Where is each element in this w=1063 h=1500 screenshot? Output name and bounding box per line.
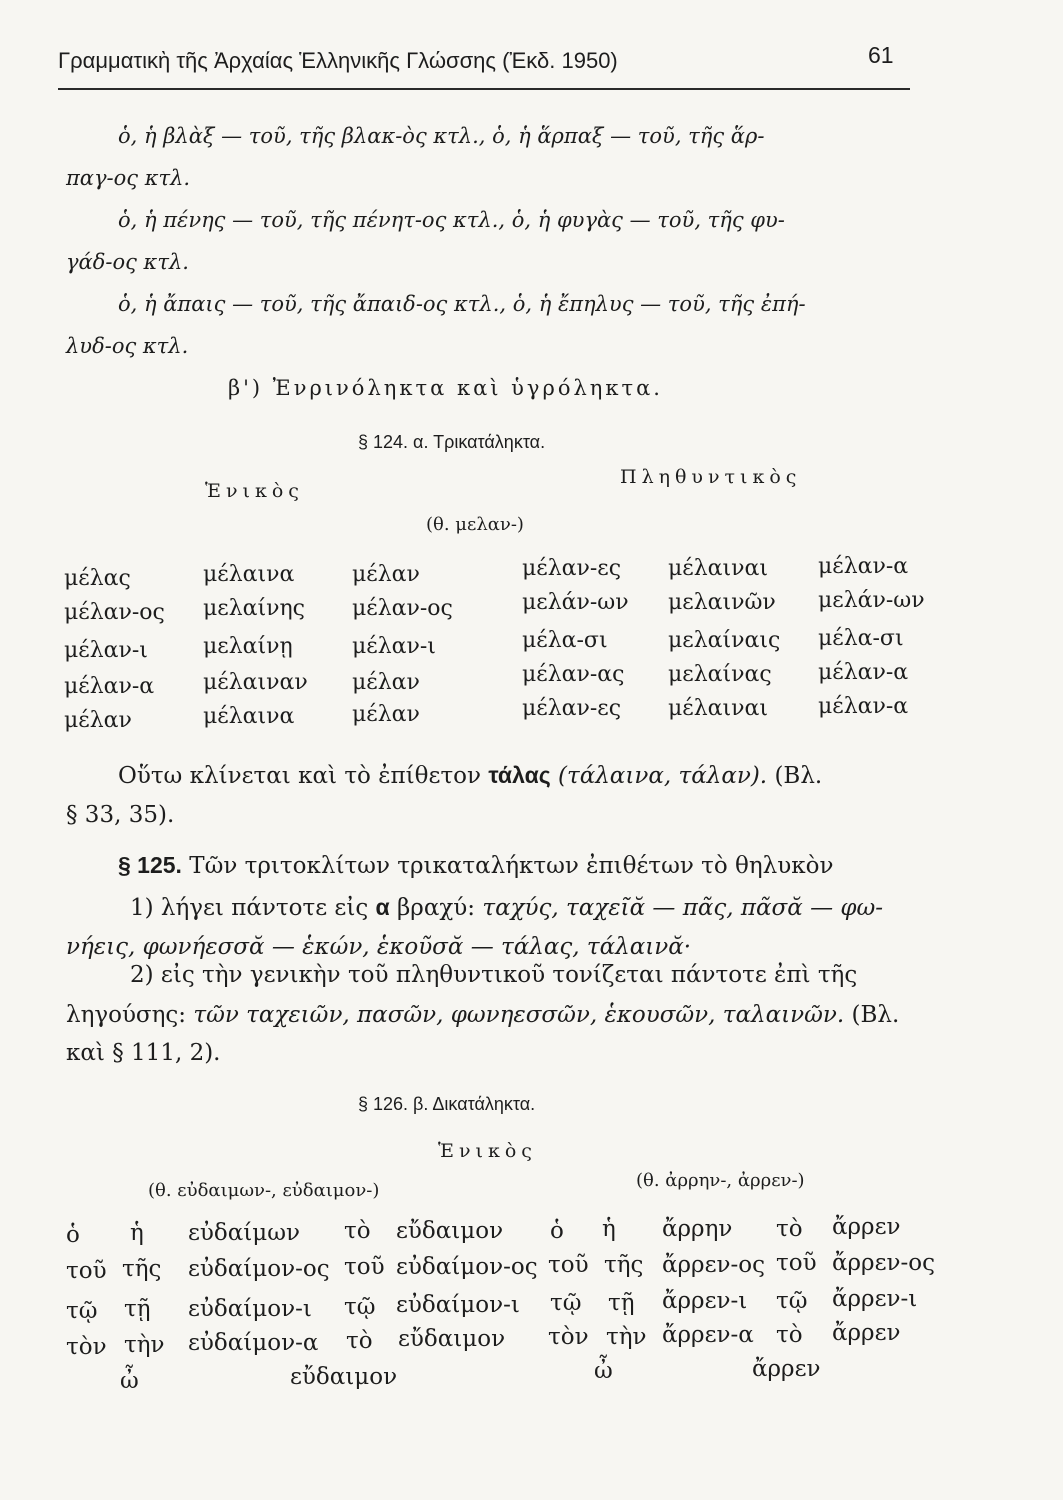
table-cell: μέλαν-α: [64, 674, 155, 699]
table-cell: εὔδαιμον: [396, 1218, 504, 1244]
table-cell: τὸν: [548, 1324, 589, 1350]
vocative-form-left: εὔδαιμον: [290, 1364, 398, 1390]
table-cell: τοῦ: [548, 1252, 589, 1278]
text-line: λυδ-ος κτλ.: [66, 334, 189, 358]
stem-label: (θ. μελαν-): [426, 514, 524, 535]
table-cell: μέλαινα: [203, 562, 295, 587]
table-cell: ἄρρην: [662, 1216, 733, 1242]
table-cell: μέλαινα: [203, 704, 295, 729]
page-number: 61: [868, 42, 894, 68]
table-cell: τῷ: [344, 1294, 376, 1320]
subheading-b: β') Ἐνρινόληκτα καὶ ὑγρόληκτα.: [228, 376, 663, 400]
section-125-line-3: νήεις, φωνήεσσᾰ — ἑκών, ἑκοῦσᾰ — τάλας, τάλαινᾰ·: [66, 934, 692, 960]
singular-label: Ἑνικὸς: [205, 480, 304, 502]
table-cell: τῷ: [776, 1288, 808, 1314]
rule-1-alpha: α: [375, 894, 390, 920]
talas-line-1: [118, 762, 822, 789]
table-cell: εὐδαίμον-ος: [188, 1256, 330, 1282]
table-cell: μέλαν-ος: [64, 600, 165, 625]
table-cell: εὐδαίμων: [188, 1220, 300, 1246]
table-cell: μέλα-σι: [522, 628, 608, 653]
text-line: ὁ, ἡ βλὰξ — τοῦ, τῆς βλακ-ὸς κτλ., ὁ, ἡ ἅρπαξ — τοῦ, τῆς ἅρ-: [118, 124, 765, 148]
table-cell: μέλαν-ας: [522, 662, 625, 687]
table-cell: ἄρρεν-ος: [662, 1252, 765, 1278]
table-cell: εὐδαίμον-α: [188, 1330, 319, 1356]
table-cell: εὐδαίμον-ι: [188, 1296, 312, 1322]
table-cell: μέλαν: [352, 670, 420, 695]
table-cell: μέλαιναι: [668, 696, 768, 721]
table-cell: μέλαν-α: [818, 694, 909, 719]
section-125-text: Τῶν τριτοκλίτων τρικαταλήκτων ἐπιθέτων τὸ θηλυκὸν: [189, 853, 834, 879]
table-cell: μέλαν-α: [818, 660, 909, 685]
vocative-form-right: ἄρρεν: [752, 1356, 821, 1382]
table-cell: μέλαιναν: [203, 670, 308, 695]
table-cell: μελάν-ων: [522, 590, 629, 615]
singular-label-2: Ἑνικὸς: [438, 1140, 537, 1162]
table-cell: τὸ: [344, 1218, 371, 1244]
table-cell: μελαινῶν: [668, 590, 776, 615]
talas-text: Οὕτω κλίνεται καὶ τὸ ἐπίθετον: [118, 763, 481, 789]
table-cell: ἄρρεν-ι: [832, 1286, 918, 1312]
text-line: παγ-ος κτλ.: [66, 166, 191, 190]
table-cell: μελαίναις: [668, 628, 781, 653]
text-line: ὁ, ἡ ἄπαις — τοῦ, τῆς ἄπαιδ-ος κτλ., ὁ, ἡ ἔπηλυς — τοῦ, τῆς ἐπή-: [118, 292, 806, 316]
section-125-line-4: 2) εἰς τὴν γενικὴν τοῦ πληθυντικοῦ τονίζεται πάντοτε ἐπὶ τῆς: [130, 962, 858, 988]
table-cell: τοῦ: [66, 1258, 107, 1284]
running-head-title: Γραμματικὴ τῆς Ἀρχαίας Ἑλληνικῆς Γλώσσης (Ἐκδ. 1950): [58, 48, 618, 73]
table-cell: μελαίνας: [668, 662, 772, 687]
table-cell: μέλαν: [352, 702, 420, 727]
table-cell: τὴν: [606, 1324, 647, 1350]
table-cell: ἄρρεν-α: [662, 1322, 754, 1348]
rule-2-examples: τῶν ταχειῶν, πασῶν, φωνηεσσῶν, ἑκουσῶν, ταλαινῶν.: [193, 1002, 845, 1028]
table-cell: τῇ: [124, 1296, 151, 1322]
table-cell: εὔδαιμον: [398, 1326, 506, 1352]
section-125-line-1: [118, 852, 833, 879]
table-cell: τῷ: [550, 1290, 582, 1316]
section-125-line-6: καὶ § 111, 2).: [66, 1040, 221, 1066]
table-cell: τοῦ: [776, 1250, 817, 1276]
table-cell: ἄρρεν-ι: [662, 1288, 748, 1314]
talas-forms: (τάλαινα, τάλαν).: [558, 763, 768, 789]
talas-word: τάλας: [488, 762, 551, 788]
table-cell: τῆς: [122, 1256, 162, 1282]
table-cell: τῆς: [604, 1252, 644, 1278]
table-cell: μέλαν: [352, 562, 420, 587]
table-cell: ὁ: [66, 1222, 80, 1248]
table-cell: μελάν-ων: [818, 588, 925, 613]
table-cell: τὸν: [66, 1334, 107, 1360]
vocative-article-right: ὦ: [594, 1358, 613, 1384]
table-cell: μέλαν-ες: [522, 556, 622, 581]
talas-ref: (Βλ.: [774, 763, 823, 789]
rule-1-brachy: βραχύ:: [397, 895, 476, 921]
section-125-line-2: [130, 894, 883, 921]
text-line: γάδ-ος κτλ.: [66, 250, 189, 274]
table-cell: τὸ: [776, 1216, 803, 1242]
vocative-article-left: ὦ: [120, 1368, 139, 1394]
table-cell: μελαίνῃ: [203, 634, 293, 659]
rule-1-text: 1) λήγει πάντοτε εἰς: [130, 895, 369, 921]
stem-label-left: (θ. εὐδαιμων-, εὐδαιμον-): [148, 1180, 380, 1201]
table-cell: ἡ: [602, 1216, 616, 1242]
plural-label: Πληθυντικὸς: [620, 466, 802, 488]
section-125-number: § 125.: [118, 852, 182, 878]
text-line: ὁ, ἡ πένης — τοῦ, τῆς πένητ-ος κτλ., ὁ, ἡ φυγὰς — τοῦ, τῆς φυ-: [118, 208, 785, 232]
header-rule: [58, 88, 910, 90]
table-cell: μέλαιναι: [668, 556, 768, 581]
table-cell: τὸ: [776, 1322, 803, 1348]
table-cell: τῇ: [608, 1290, 635, 1316]
rule-2-ref: (Βλ.: [851, 1002, 900, 1028]
table-cell: μέλαν-ι: [64, 638, 148, 663]
rule-2-label: ληγούσης:: [66, 1002, 187, 1028]
table-cell: εὐδαίμον-ι: [396, 1292, 520, 1318]
table-cell: ἄρρεν: [832, 1214, 901, 1240]
table-cell: ὁ: [550, 1218, 564, 1244]
stem-label-right: (θ. ἀρρην-, ἀρρεν-): [636, 1170, 805, 1191]
section-125-line-5: [66, 1002, 899, 1028]
section-126-title: § 126. β. Δικατάληκτα.: [358, 1094, 536, 1114]
section-124-title: § 124. α. Τρικατάληκτα.: [358, 432, 546, 452]
rule-1-examples: ταχύς, ταχεῖᾰ — πᾶς, πᾶσᾰ — φω-: [482, 895, 884, 921]
table-cell: μέλαν: [64, 708, 132, 733]
table-cell: τοῦ: [344, 1254, 385, 1280]
table-cell: μέλαν-ες: [522, 696, 622, 721]
table-cell: μελαίνης: [203, 596, 305, 621]
talas-line-2: § 33, 35).: [66, 802, 175, 828]
table-cell: ἡ: [130, 1220, 144, 1246]
table-cell: τῷ: [66, 1298, 98, 1324]
table-cell: μέλαν-α: [818, 554, 909, 579]
table-cell: μέλας: [64, 566, 131, 591]
table-cell: μέλαν-ι: [352, 634, 436, 659]
table-cell: ἄρρεν-ος: [832, 1250, 935, 1276]
table-cell: τὸ: [346, 1328, 373, 1354]
table-cell: μέλα-σι: [818, 626, 904, 651]
table-cell: ἄρρεν: [832, 1320, 901, 1346]
table-cell: τὴν: [124, 1332, 165, 1358]
table-cell: εὐδαίμον-ος: [396, 1254, 538, 1280]
table-cell: μέλαν-ος: [352, 596, 453, 621]
